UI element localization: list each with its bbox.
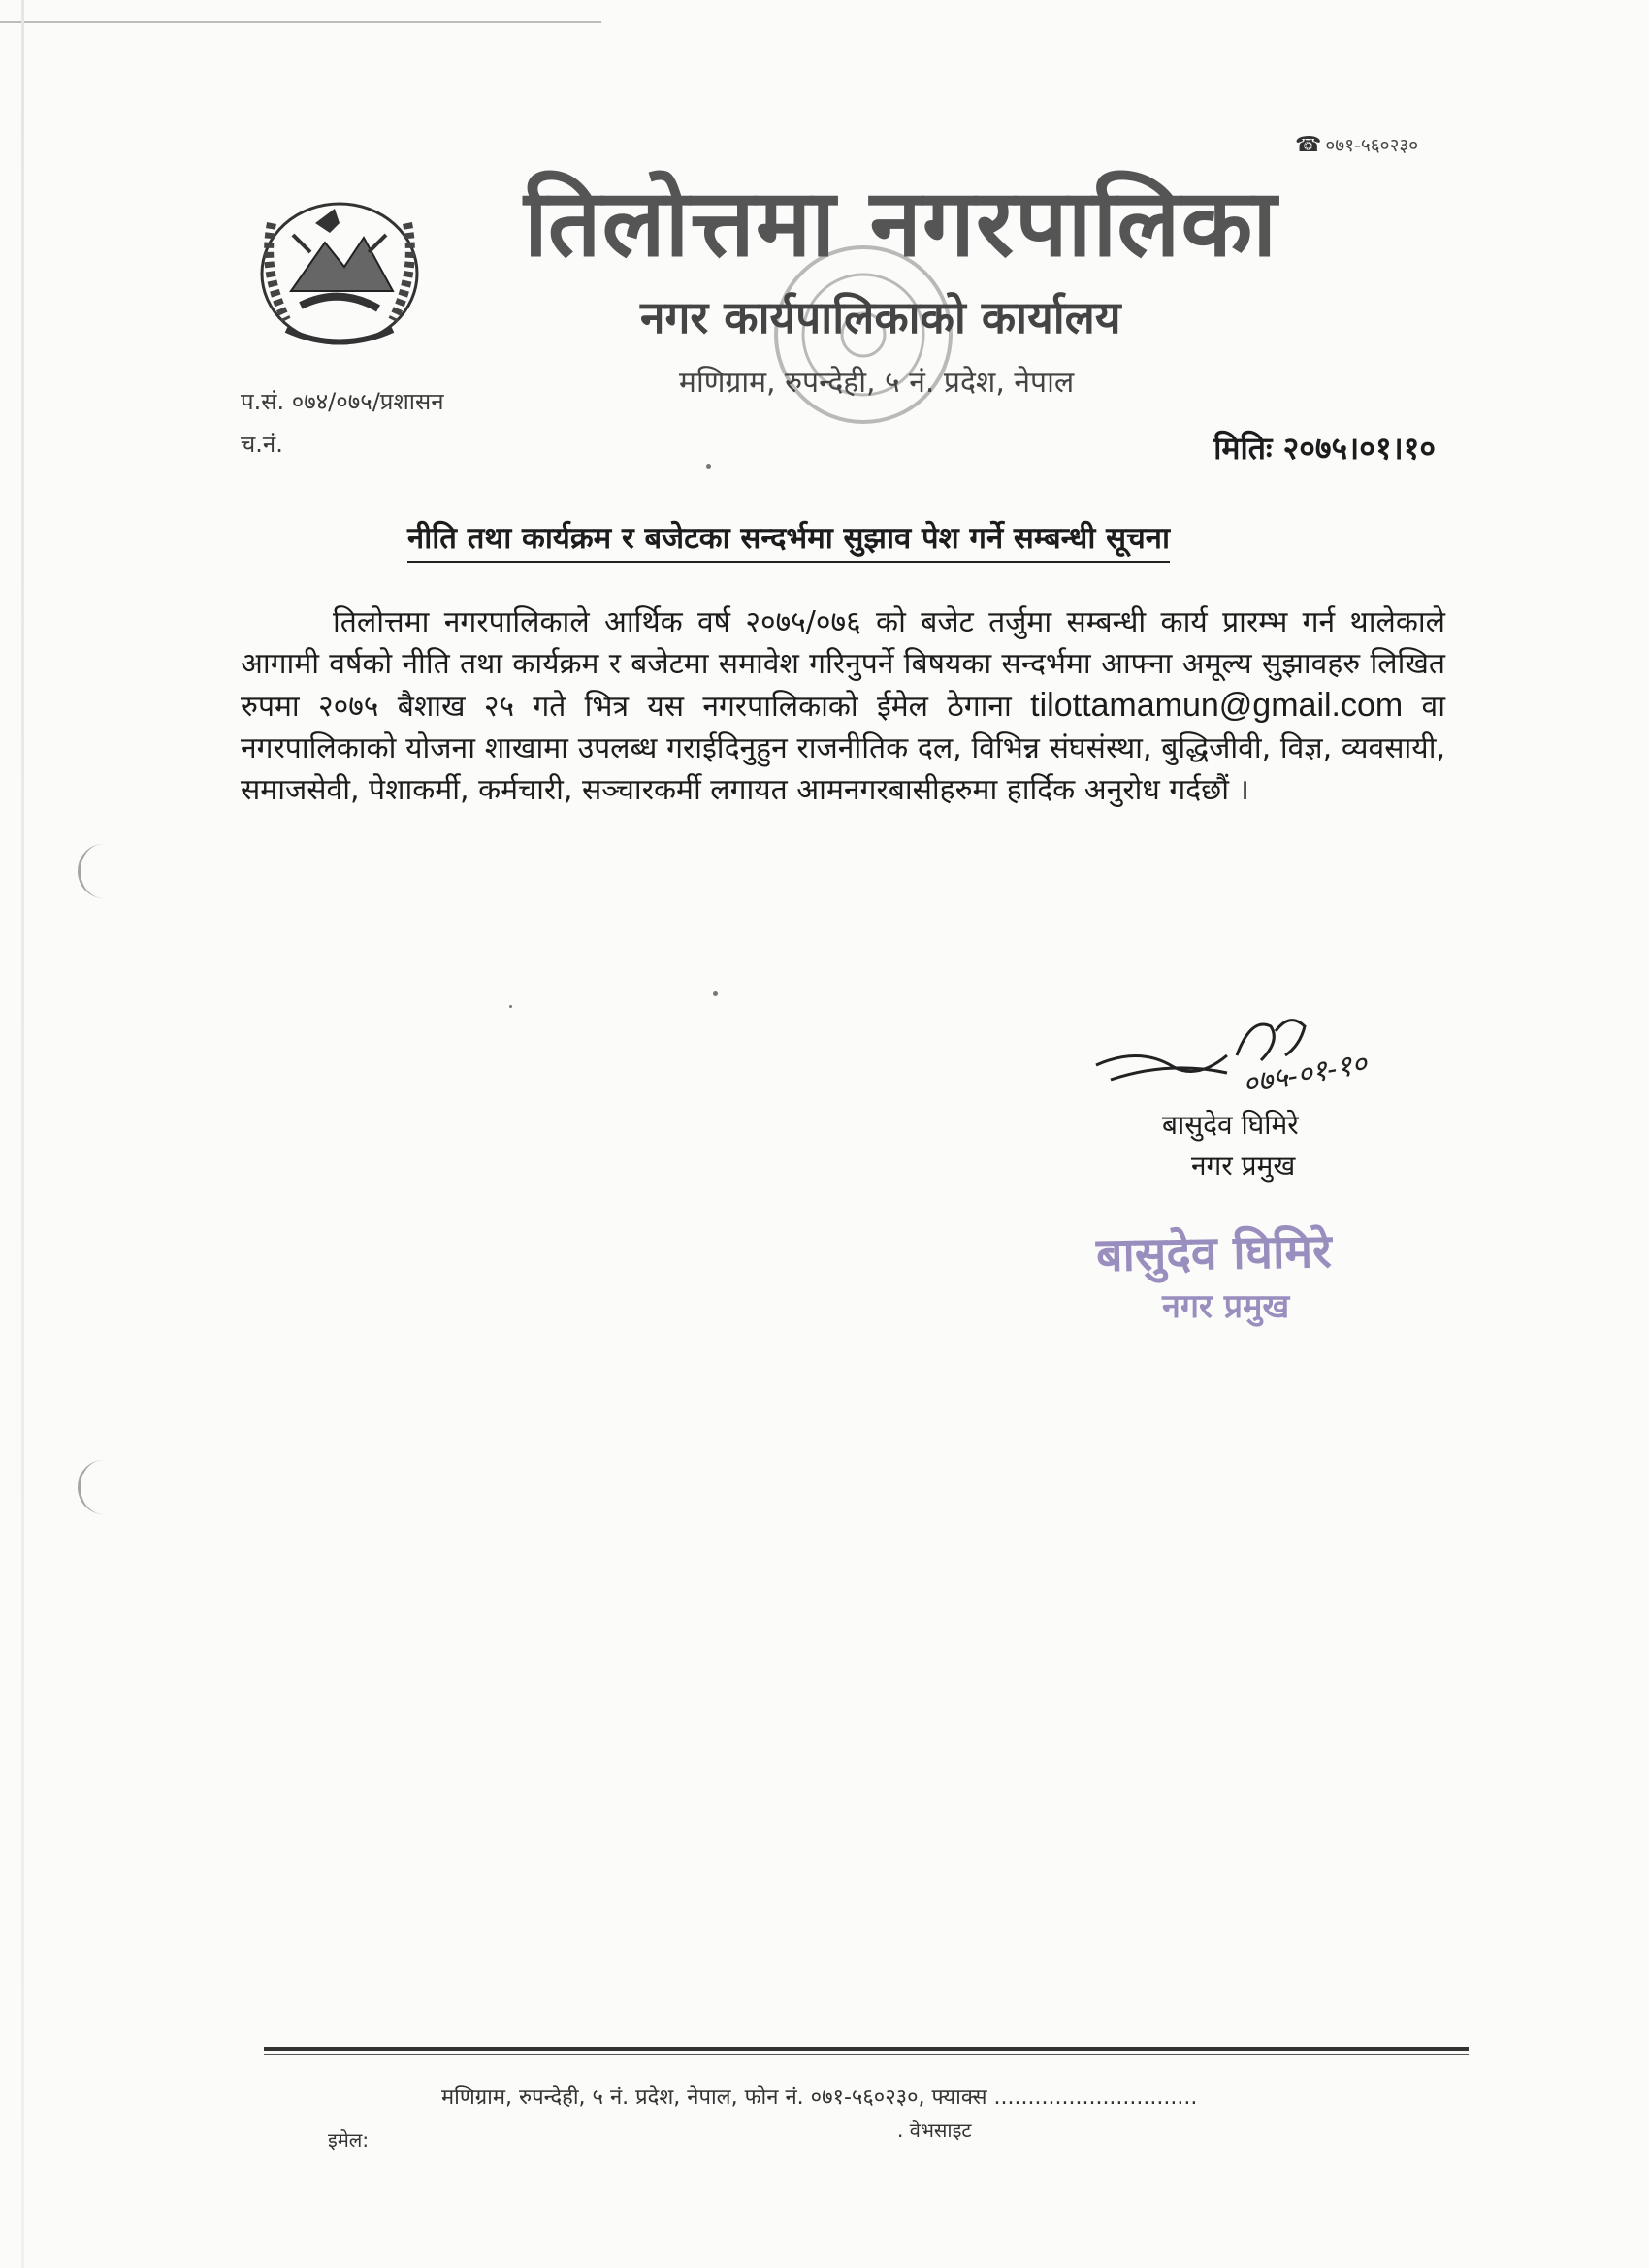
footer-divider xyxy=(264,2047,1469,2051)
signer-title: नगर प्रमुख xyxy=(1191,1150,1296,1182)
scan-speck xyxy=(509,1005,512,1008)
dispatch-number: च.नं. xyxy=(241,431,283,458)
letter-subject: नीति तथा कार्यक्रम र बजेटका सन्दर्भमा सुझाव पेश गर्ने सम्बन्धी सूचना xyxy=(407,517,1170,563)
footer-website-label: . वेभसाइट xyxy=(897,2119,972,2142)
footer-divider-thin xyxy=(264,2054,1469,2055)
phone-number: ०७१-५६०२३० xyxy=(1325,135,1419,156)
footer-email-label: इमेल: xyxy=(328,2128,370,2152)
signature-date: ०७५-०१-१० xyxy=(1240,1046,1370,1102)
reference-number: प.सं. ०७४/०७५/प्रशासन xyxy=(241,388,444,415)
body-part-2: वा नगरपालिकाको योजना शाखामा उपलब्ध गराईदिनुहुन राजनीतिक दल, विभिन्न संघसंस्था, बुद्धिजीवी, विज्ञ, व्यवसायी, समाजसेवी, पेशाकर्मी, कर्मचारी, सञ्चारकर्मी लगायत आमनगरबासीहरुमा हार्दिक अनुरोध गर्दछौं । xyxy=(241,690,1445,807)
letter-date: मितिः २०७५।०१।१० xyxy=(1213,430,1436,467)
scan-speck xyxy=(706,464,711,469)
handwritten-signature xyxy=(1082,988,1431,1123)
telephone-icon: ☎ xyxy=(1295,133,1322,157)
email-link[interactable]: tilottamamun@gmail.com xyxy=(1030,687,1404,724)
office-address: मणिग्राम, रुपन्देही, ५ नं. प्रदेश, नेपाल xyxy=(679,366,1075,400)
header-phone xyxy=(1295,132,1418,157)
scan-left-edge xyxy=(21,0,24,2268)
letter-body xyxy=(241,601,1445,811)
stamp-name: बासुदेव घिमिरे xyxy=(1095,1223,1333,1283)
page-title: तिलोत्तमा नगरपालिका xyxy=(524,169,1278,277)
nepal-emblem-icon xyxy=(233,184,446,359)
punch-hole-bottom xyxy=(78,1460,129,1514)
footer-address: मणिग्राम, रुपन्देही, ५ नं. प्रदेश, नेपाल, फोन नं. ०७१-५६०२३०, फ्याक्स .............................. xyxy=(441,2086,1198,2110)
office-subtitle: नगर कार्यपालिकाको कार्यालय xyxy=(640,291,1121,343)
stamp-title: नगर प्रमुख xyxy=(1162,1287,1290,1326)
scan-speck xyxy=(713,991,718,996)
punch-hole-top xyxy=(78,844,129,898)
scan-top-edge xyxy=(0,21,601,23)
body-part-1: तिलोत्तमा नगरपालिकाले आर्थिक वर्ष २०७५/०७६ को बजेट तर्जुमा सम्बन्धी कार्य प्रारम्भ गर्न थालेकाले आगामी वर्षको नीति तथा कार्यक्रम र बजेटमा समावेश गरिनुपर्ने बिषयका सन्दर्भमा आफ्ना अमूल्य सुझावहरु लिखित रुपमा २०७५ बैशाख २५ गते भित्र यस नगरपालिकाको ईमेल ठेगाना xyxy=(241,605,1445,724)
signer-name: बासुदेव घिमिरे xyxy=(1162,1109,1299,1141)
